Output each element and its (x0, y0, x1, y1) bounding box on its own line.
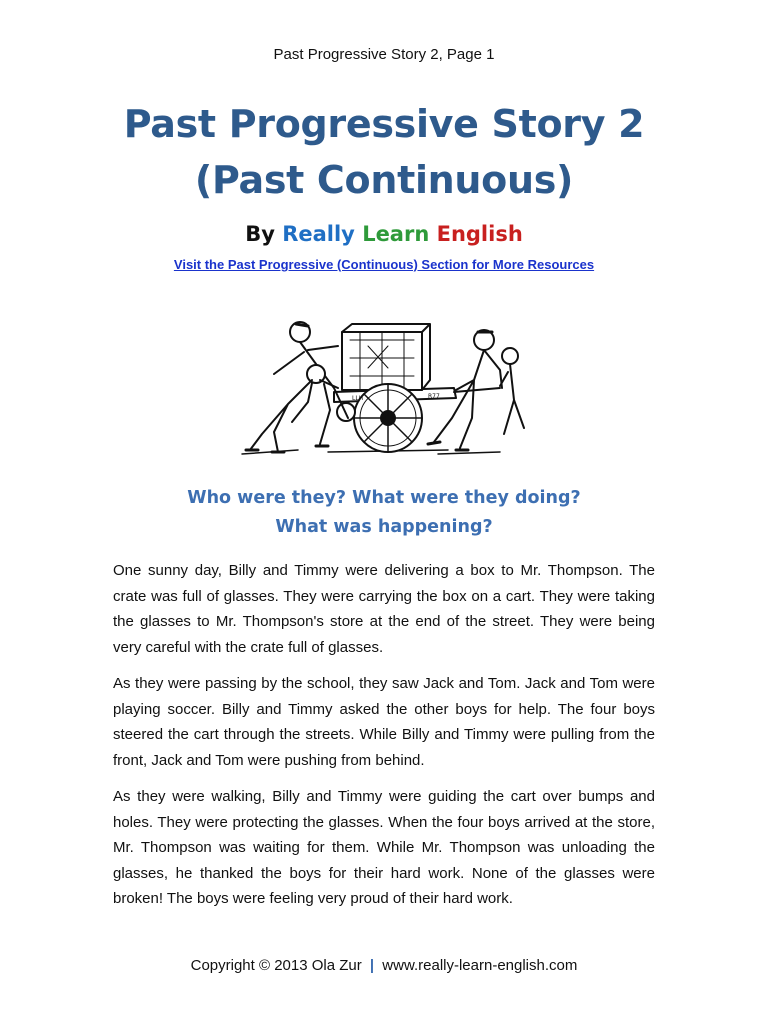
guiding-questions (0, 484, 768, 542)
question-line-2: What was happening? (275, 517, 493, 537)
story-body (113, 558, 655, 923)
boys-pushing-cart-illustration (238, 318, 530, 462)
story-paragraph-3: As they were walking, Billy and Timmy were guiding the cart over bumps and holes. They were protecting the glasses. When the four boys arrived at the store, Mr. Thompson was waiting for them. While Mr. Thompson was unloading the glasses, he thanked the boys for their hard work. None of the glasses were broken! The boys were feeling very proud of their hard work. (113, 788, 655, 907)
footer-separator: | (369, 957, 375, 974)
story-paragraph-1: One sunny day, Billy and Timmy were delivering a box to Mr. Thompson. The crate was full of glasses. They were carrying the box on a cart. They were taking the glasses to Mr. Thompson's store at the end of the street. They were being very careful with the crate full of glasses. (113, 562, 655, 656)
resource-link-container (0, 257, 768, 272)
running-header: Past Progressive Story 2, Page 1 (273, 46, 495, 63)
crate-marking-text: LLH (352, 395, 364, 402)
byline-word-english: English (436, 222, 523, 246)
resources-link[interactable]: Visit the Past Progressive (Continuous) Section for More Resources (173, 257, 595, 272)
title-line-1: Past Progressive Story 2 (123, 102, 645, 146)
website-text: www.really-learn-english.com (382, 957, 578, 974)
story-paragraph-2: As they were passing by the school, they saw Jack and Tom. Jack and Tom were playing soccer. Billy and Timmy asked the other boys for help. The four boys steered the cart through the streets. While Billy and Timmy were pulling from the front, Jack and Tom were pushing from behind. (113, 675, 655, 769)
title-line-2: (Past Continuous) (194, 158, 574, 202)
copyright-footer (0, 957, 768, 974)
byline-prefix: By (245, 222, 275, 246)
copyright-text: Copyright © 2013 Ola Zur (190, 957, 362, 974)
cart-tag-text: R77 (428, 393, 440, 400)
question-line-1: Who were they? What were they doing? (187, 488, 581, 508)
byline (0, 222, 768, 246)
byline-word-learn: Learn (362, 222, 430, 246)
byline-word-really: Really (282, 222, 355, 246)
page-title (0, 96, 768, 208)
